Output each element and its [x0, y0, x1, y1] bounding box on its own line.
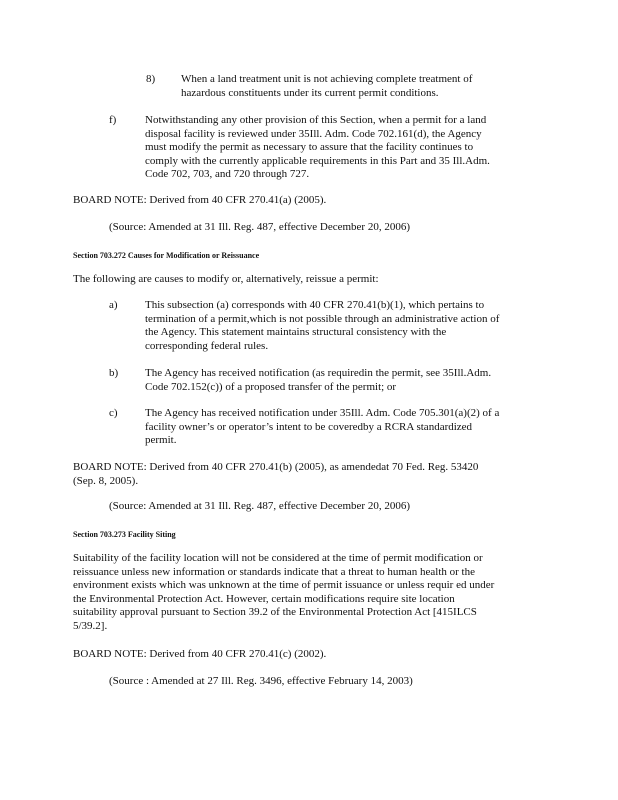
- text-line: suitability approval pursuant to Section 39.2 of the Environmental Protection Act [415ILCS: [73, 606, 477, 618]
- source-note-3: [109, 675, 413, 689]
- text-line: Notwithstanding any other provision of this Section, when a permit for a land: [145, 114, 487, 126]
- section-intro-703-272: [73, 273, 379, 287]
- text-line: corresponding federal rules.: [145, 339, 269, 352]
- item-b-marker: b): [109, 367, 119, 379]
- item-f-text: [145, 114, 490, 182]
- text-line: BOARD NOTE: Derived from 40 CFR 270.41(c) (2002).: [73, 648, 327, 660]
- board-note-2: [73, 461, 478, 488]
- text-line: termination of a permit,which is not possible through an administrative action of: [145, 312, 500, 325]
- text-line: BOARD NOTE: Derived from 40 CFR 270.41(a) (2005).: [73, 194, 327, 206]
- item-b-text: [145, 367, 491, 394]
- text-line: facility owner’s or operator’s intent to be coveredby a RCRA standardized: [145, 420, 473, 433]
- text-line: comply with the currently applicable requirements in this Part and 35 Ill.Adm.: [145, 154, 490, 167]
- text-line: hazardous constituents under its current permit conditions.: [181, 86, 439, 99]
- text-line: disposal facility is reviewed under 35Ill. Adm. Code 702.161(d), the Agency: [145, 127, 482, 140]
- text-line: The Agency has received notification (as requiredin the permit, see 35Ill.Adm.: [145, 367, 492, 379]
- text-line: (Source: Amended at 31 Ill. Reg. 487, effective December 20, 2006): [109, 221, 410, 233]
- section-paragraph-703-273: [73, 552, 494, 633]
- source-note-2: [109, 500, 410, 514]
- text-line: 5/39.2].: [73, 619, 108, 632]
- item-f-marker: f): [109, 114, 117, 126]
- board-note-1: [73, 194, 326, 208]
- item-8-marker: 8): [146, 73, 156, 85]
- item-a-marker: a): [109, 299, 118, 311]
- board-note-3: [73, 648, 326, 662]
- section-heading-703-273: Section 703.273 Facility Siting: [73, 530, 176, 539]
- text-line: (Source: Amended at 31 Ill. Reg. 487, effective December 20, 2006): [109, 500, 410, 512]
- item-c-text: [145, 407, 499, 448]
- text-line: (Sep. 8, 2005).: [73, 474, 139, 487]
- text-line: Suitability of the facility location will not be considered at the time of permit modification or: [73, 552, 483, 564]
- text-line: (Source : Amended at 27 Ill. Reg. 3496, effective February 14, 2003): [109, 675, 413, 687]
- text-line: BOARD NOTE: Derived from 40 CFR 270.41(b) (2005), as amendedat 70 Fed. Reg. 53420: [73, 461, 479, 473]
- item-8-text: [181, 73, 472, 100]
- text-line: permit.: [145, 434, 177, 446]
- source-note-1: [109, 221, 410, 235]
- item-a-text: [145, 299, 499, 353]
- text-line: the Environmental Protection Act. However, certain modifications require site location: [73, 592, 455, 605]
- text-line: The following are causes to modify or, alternatively, reissue a permit:: [73, 273, 379, 285]
- item-c-marker: c): [109, 407, 118, 419]
- text-line: must modify the permit as necessary to assure that the facility continues to: [145, 141, 474, 153]
- text-line: Code 702, 703, and 720 through 727.: [145, 168, 310, 180]
- text-line: the Agency. This statement maintains structural consistency with the: [145, 326, 447, 338]
- text-line: reissuance unless new information or standards indicate that a threat to human health or the: [73, 565, 475, 578]
- section-heading-703-272: Section 703.272 Causes for Modification or Reissuance: [73, 251, 260, 260]
- text-line: This subsection (a) corresponds with 40 CFR 270.41(b)(1), which pertains to: [145, 299, 485, 311]
- text-line: Code 702.152(c)) of a proposed transfer of the permit; or: [145, 380, 397, 393]
- text-line: environment exists which was unknown at the time of permit issuance or unless requir ed under: [73, 579, 495, 591]
- text-line: The Agency has received notification under 35Ill. Adm. Code 705.301(a)(2) of a: [145, 407, 500, 419]
- text-line: When a land treatment unit is not achieving complete treatment of: [181, 73, 473, 85]
